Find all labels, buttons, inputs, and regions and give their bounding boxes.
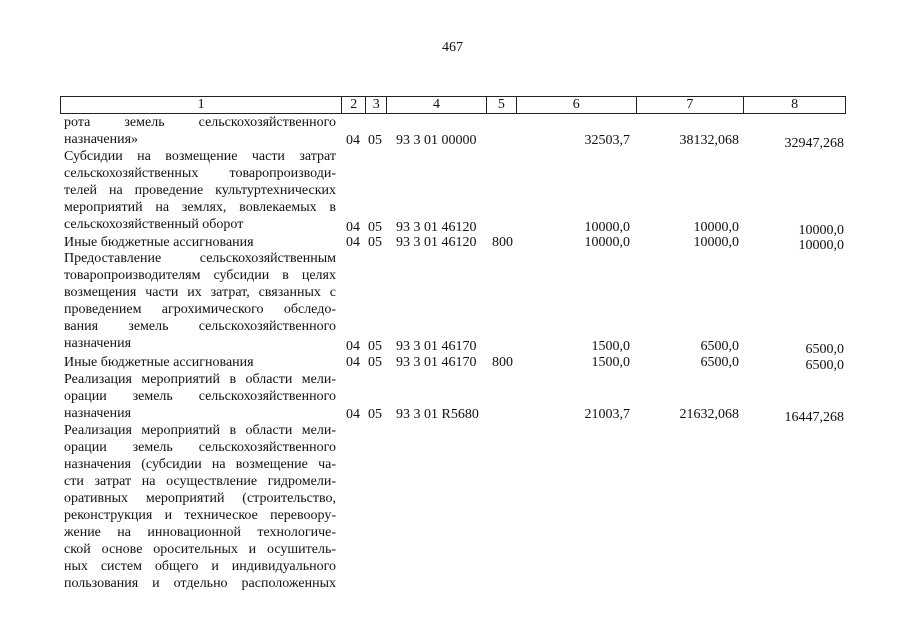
cell-amount-8: 10000,0 (798, 238, 844, 253)
page-number: 467 (442, 40, 463, 55)
cell-section: 04 (346, 133, 360, 148)
header-col-2: 2 (342, 97, 366, 113)
description-line: сельскохозяйственных товаропроизводи- (64, 166, 336, 181)
cell-amount-8: 10000,0 (798, 223, 844, 238)
cell-amount-7: 6500,0 (700, 355, 739, 370)
cell-amount-6: 32503,7 (584, 133, 630, 148)
header-col-3: 3 (366, 97, 387, 113)
header-col-7: 7 (637, 97, 745, 113)
table-row (0, 234, 905, 251)
description-line: орации земель сельскохозяйственного (64, 389, 336, 404)
cell-subsection: 05 (368, 355, 382, 370)
cell-section: 04 (346, 235, 360, 250)
description-line: реконструкция и техническое перевоору- (64, 508, 336, 523)
cell-amount-8: 6500,0 (805, 358, 844, 373)
header-col-1: 1 (61, 97, 342, 113)
cell-target-article: 93 3 01 R5680 (396, 407, 479, 422)
table-header (60, 96, 846, 114)
cell-subsection: 05 (368, 220, 382, 235)
header-col-5: 5 (487, 97, 517, 113)
description-line: Предоставление сельскохозяйственным (64, 251, 336, 266)
cell-target-article: 93 3 01 46170 (396, 355, 477, 370)
description-line: назначения (субсидии на возмещение ча- (64, 457, 336, 472)
description-line: возмещения части их затрат, связанных с (64, 285, 336, 300)
cell-amount-8: 32947,268 (784, 136, 844, 151)
description-line: товаропроизводителям субсидии в целях (64, 268, 336, 283)
cell-amount-6: 10000,0 (584, 220, 630, 235)
header-col-8: 8 (791, 97, 799, 112)
header-col-4: 4 (387, 97, 487, 113)
cell-target-article: 93 3 01 46120 (396, 235, 477, 250)
description-line: оративных мероприятий (строительство, (64, 491, 336, 506)
description-line: сельскохозяйственный оборот (64, 217, 244, 232)
description-line: назначения (64, 406, 132, 421)
description-line: ской основе оросительных и осушитель- (64, 542, 336, 557)
cell-expense-type: 800 (492, 355, 513, 370)
description-block (64, 250, 336, 352)
description-line: Субсидии на возмещение части затрат (64, 149, 336, 164)
cell-subsection: 05 (368, 235, 382, 250)
cell-subsection: 05 (368, 407, 382, 422)
cell-target-article: 93 3 01 46120 (396, 220, 477, 235)
cell-amount-8: 16447,268 (784, 410, 844, 425)
table-row (0, 132, 905, 149)
description-line: назначения (64, 336, 132, 351)
cell-subsection: 05 (368, 133, 382, 148)
description-line: рота земель сельскохозяйственного (64, 115, 336, 130)
cell-amount-6: 10000,0 (584, 235, 630, 250)
description-line: вания земель сельскохозяйственного (64, 319, 336, 334)
description-line: Иные бюджетные ассигнования (64, 235, 254, 250)
header-col-6: 6 (517, 97, 637, 113)
cell-section: 04 (346, 339, 360, 354)
table-row (0, 338, 905, 355)
cell-amount-7: 10000,0 (693, 220, 739, 235)
description-line: ных систем общего и индивидуального (64, 559, 336, 574)
cell-section: 04 (346, 355, 360, 370)
cell-amount-7: 6500,0 (700, 339, 739, 354)
cell-amount-6: 21003,7 (584, 407, 630, 422)
cell-section: 04 (346, 220, 360, 235)
cell-amount-7: 38132,068 (679, 133, 739, 148)
cell-target-article: 93 3 01 46170 (396, 339, 477, 354)
description-line: пользования и отдельно расположенных (64, 576, 336, 591)
description-line: Реализация мероприятий в области мели- (64, 372, 336, 387)
description-line: сти затрат на осуществление гидромели- (64, 474, 336, 489)
description-block (64, 422, 336, 592)
description-line: орации земель сельскохозяйственного (64, 440, 336, 455)
description-line: Иные бюджетные ассигнования (64, 355, 254, 370)
table-row (0, 406, 905, 423)
cell-amount-8: 6500,0 (805, 342, 844, 357)
description-line: телей на проведение культуртехнических (64, 183, 336, 198)
cell-amount-6: 1500,0 (591, 355, 630, 370)
cell-subsection: 05 (368, 339, 382, 354)
cell-amount-7: 21632,068 (679, 407, 739, 422)
cell-section: 04 (346, 407, 360, 422)
cell-amount-7: 10000,0 (693, 235, 739, 250)
table-row (0, 354, 905, 371)
cell-expense-type: 800 (492, 235, 513, 250)
description-line: мероприятий на землях, вовлекаемых в (64, 200, 336, 215)
description-line: назначения» (64, 132, 139, 147)
cell-amount-6: 1500,0 (591, 339, 630, 354)
description-line: Реализация мероприятий в области мели- (64, 423, 336, 438)
description-line: проведением агрохимического обследо- (64, 302, 336, 317)
cell-target-article: 93 3 01 00000 (396, 133, 477, 148)
description-line: жение на инновационной технологиче- (64, 525, 336, 540)
